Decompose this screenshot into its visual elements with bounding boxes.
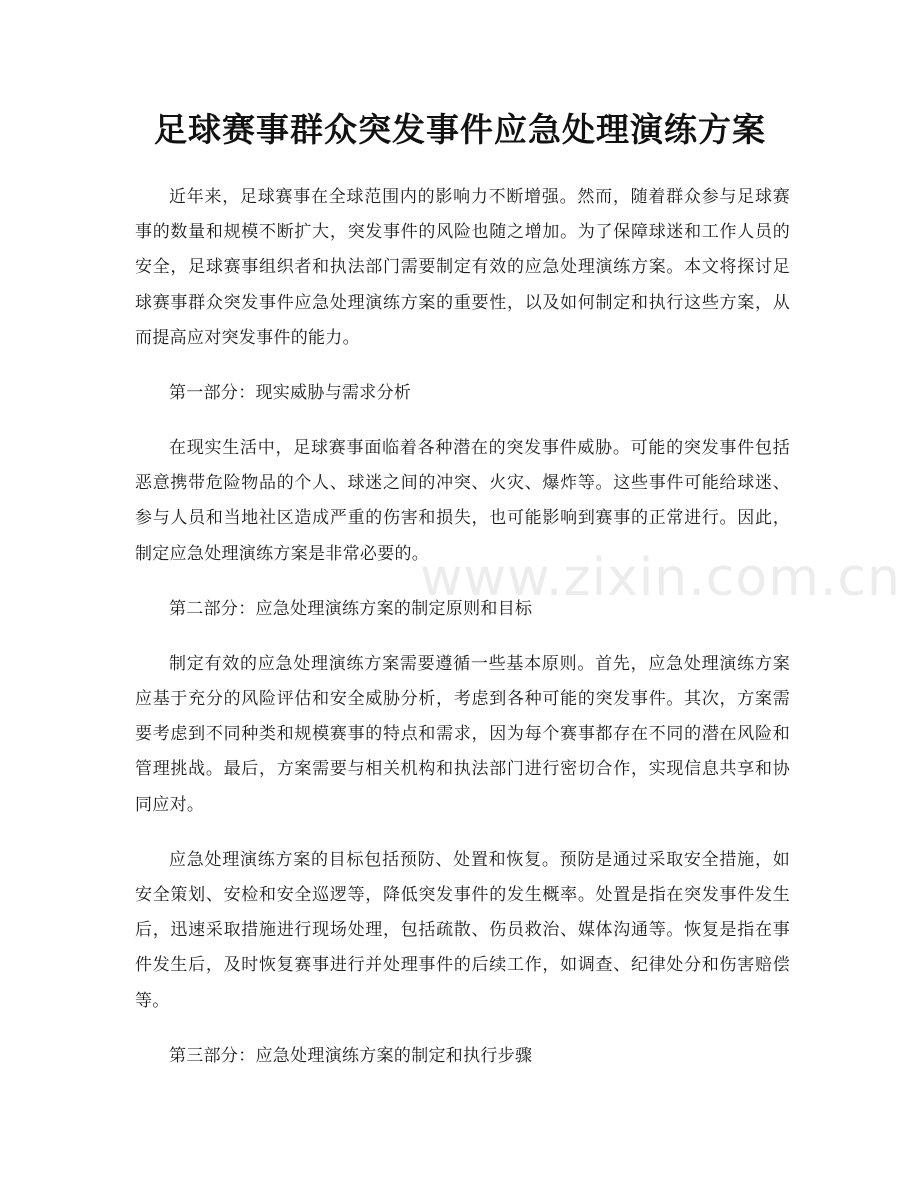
paragraph-objectives: 应急处理演练方案的目标包括预防、处置和恢复。预防是通过采取安全措施，如安全策划、安检和安全巡逻等，降低突发事件的发生概率。处置是指在突发事件发生后，迅速采取措施进行现场处理，包括疏散、伤员救治、媒体沟通等。恢复是指在事件发生后，及时恢复赛事进行并处理事件的后续工作，如调查、纪律处分和伤害赔偿等。	[135, 849, 790, 1011]
watermark: www.zixin.com.cn	[420, 548, 901, 608]
section-heading-2: 第二部分：应急处理演练方案的制定原则和目标	[169, 598, 533, 619]
document-body	[135, 180, 790, 1094]
section-heading-1: 第一部分：现实威胁与需求分析	[169, 383, 412, 404]
paragraph-threat-analysis: 在现实生活中，足球赛事面临着各种潜在的突发事件威胁。可能的突发事件包括恶意携带危险物品的个人、球迷之间的冲突、火灾、爆炸等。这些事件可能给球迷、参与人员和当地社区造成严重的伤害和损失，也可能影响到赛事的正常进行。因此，制定应急处理演练方案是非常必要的。	[135, 438, 790, 564]
document-title: 足球赛事群众突发事件应急处理演练方案	[154, 110, 766, 149]
paragraph-principles: 制定有效的应急处理演练方案需要遵循一些基本原则。首先，应急处理演练方案应基于充分的风险评估和安全威胁分析，考虑到各种可能的突发事件。其次，方案需要考虑到不同种类和规模赛事的特点和需求，因为每个赛事都存在不同的潜在风险和管理挑战。最后，方案需要与相关机构和执法部门进行密切合作，实现信息共享和协同应对。	[135, 653, 790, 815]
section-heading-3: 第三部分：应急处理演练方案的制定和执行步骤	[169, 1045, 533, 1066]
paragraph-intro: 近年来，足球赛事在全球范围内的影响力不断增强。然而，随着群众参与足球赛事的数量和规模不断扩大，突发事件的风险也随之增加。为了保障球迷和工作人员的安全，足球赛事组织者和执法部门需要制定有效的应急处理演练方案。本文将探讨足球赛事群众突发事件应急处理演练方案的重要性，以及如何制定和执行这些方案，从而提高应对突发事件的能力。	[135, 187, 790, 348]
